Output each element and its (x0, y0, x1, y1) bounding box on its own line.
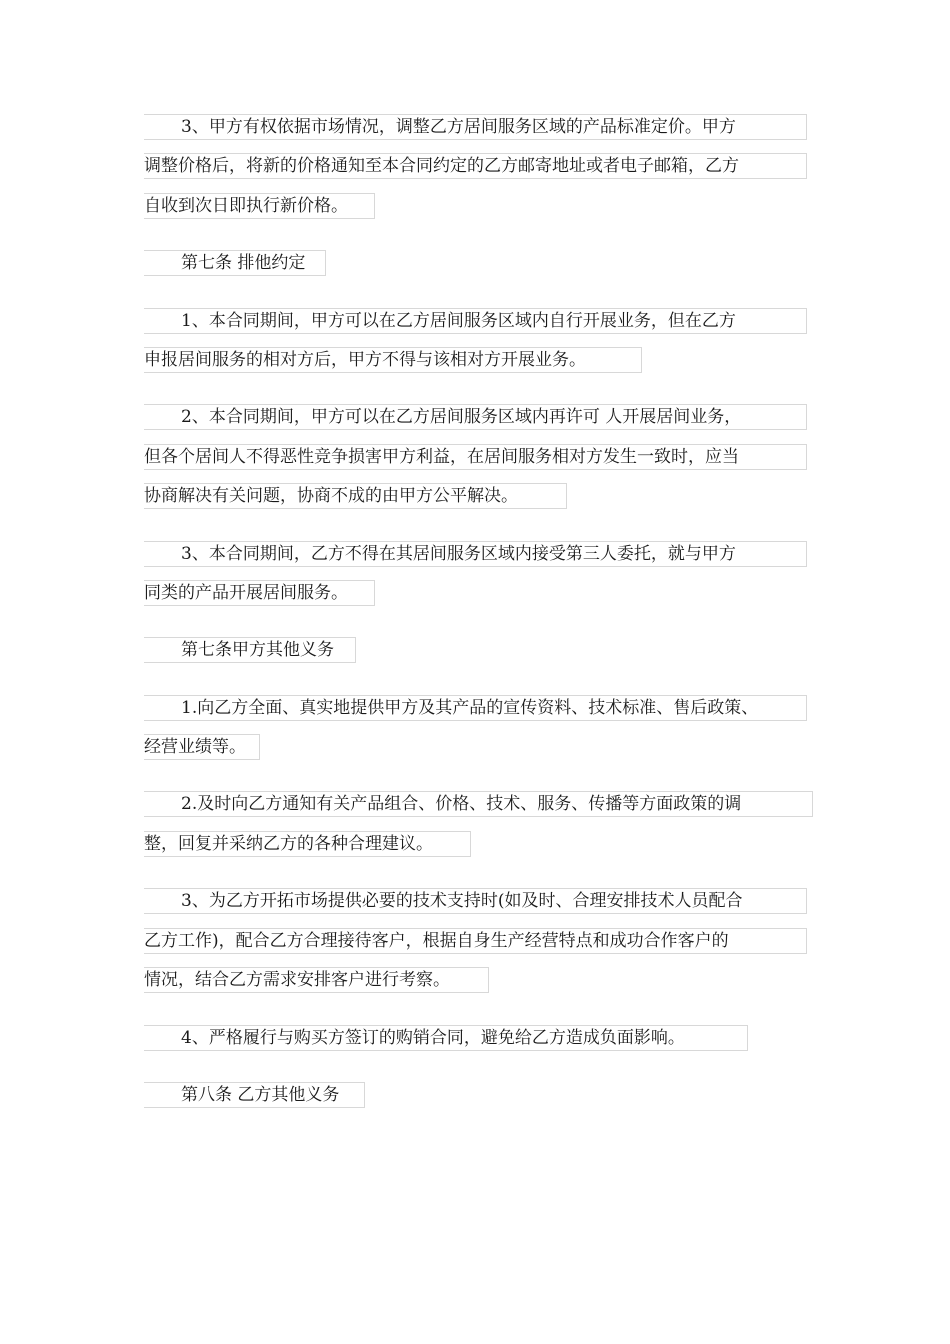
line-text: 调整价格后，将新的价格通知至本合同约定的乙方邮寄地址或者电子邮箱，乙方 (144, 156, 739, 176)
line-text: 经营业绩等。 (144, 737, 246, 757)
heading-text: 第七条 排他约定 (181, 253, 306, 273)
paragraph-line (144, 695, 806, 721)
line-text: 情况，结合乙方需求安排客户进行考察。 (144, 970, 450, 990)
paragraph-line (144, 153, 806, 179)
paragraph-line (144, 193, 374, 219)
line-text: 3、本合同期间，乙方不得在其居间服务区域内接受第三人委托，就与甲方 (181, 544, 736, 564)
line-text: 1、本合同期间，甲方可以在乙方居间服务区域内自行开展业务，但在乙方 (181, 311, 736, 331)
line-text: 乙方工作)，配合乙方合理接待客户，根据自身生产经营特点和成功合作客户的 (144, 931, 729, 951)
section-heading (144, 637, 355, 663)
paragraph-line (144, 483, 566, 509)
paragraph-line (144, 831, 470, 857)
paragraph-line (144, 734, 259, 760)
line-text: 3、甲方有权依据市场情况，调整乙方居间服务区域的产品标准定价。甲方 (181, 117, 736, 137)
line-text: 1.向乙方全面、真实地提供甲方及其产品的宣传资料、技术标准、售后政策、 (181, 698, 759, 718)
paragraph-line (144, 888, 806, 914)
paragraph-line (144, 541, 806, 567)
paragraph-line (144, 347, 641, 373)
paragraph-line (144, 308, 806, 334)
line-text: 申报居间服务的相对方后，甲方不得与该相对方开展业务。 (144, 350, 586, 370)
paragraph-line (144, 114, 806, 140)
paragraph-line (144, 580, 374, 606)
line-text: 同类的产品开展居间服务。 (144, 583, 348, 603)
paragraph-line (144, 404, 806, 430)
paragraph-line (144, 1025, 747, 1051)
heading-text: 第七条甲方其他义务 (181, 640, 334, 660)
line-text: 2.及时向乙方通知有关产品组合、价格、技术、服务、传播等方面政策的调 (181, 794, 742, 814)
line-text: 自收到次日即执行新价格。 (144, 196, 348, 216)
paragraph-line (144, 967, 488, 993)
section-heading (144, 250, 325, 276)
line-text: 2、本合同期间，甲方可以在乙方居间服务区域内再许可 人开展居间业务， (181, 407, 742, 427)
heading-text: 第八条 乙方其他义务 (181, 1085, 340, 1105)
line-text: 协商解决有关问题，协商不成的由甲方公平解决。 (144, 486, 518, 506)
line-text: 整，回复并采纳乙方的各种合理建议。 (144, 834, 433, 854)
section-heading (144, 1082, 364, 1108)
paragraph-line (144, 444, 806, 470)
line-text: 但各个居间人不得恶性竞争损害甲方利益，在居间服务相对方发生一致时，应当 (144, 447, 739, 467)
line-text: 4、严格履行与购买方签订的购销合同，避免给乙方造成负面影响。 (181, 1028, 685, 1048)
paragraph-line (144, 928, 806, 954)
line-text: 3、为乙方开拓市场提供必要的技术支持时(如及时、合理安排技术人员配合 (181, 891, 743, 911)
paragraph-line (144, 791, 812, 817)
